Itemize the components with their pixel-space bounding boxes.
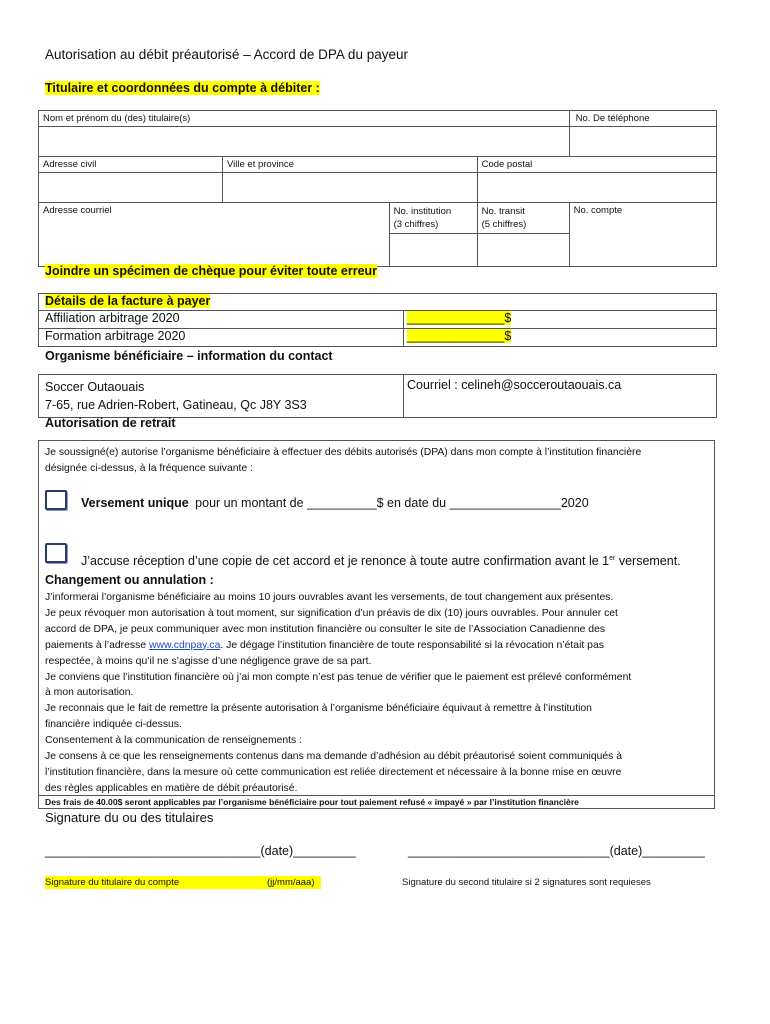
beneficiary-table (38, 374, 717, 418)
institution-label: No. institution (3 chiffres) (389, 203, 477, 234)
invoice-header: Détails de la facture à payer (39, 294, 717, 311)
email-label: Adresse courriel (39, 203, 390, 234)
change-heading: Changement ou annulation : (45, 573, 214, 587)
email-field[interactable] (39, 234, 390, 267)
invoice-item-amount[interactable]: ______________$ (404, 311, 717, 329)
fees-note: Des frais de 40.00$ seront applicables par l’organisme bénéficiaire pour tout paiement refusé « impayé » par l’institution financière (45, 797, 579, 807)
account-field[interactable] (569, 234, 716, 267)
beneficiary-address: 7-65, rue Adrien-Robert, Gatineau, Qc J8Y 3S3 (45, 398, 307, 412)
phone-field[interactable] (569, 127, 716, 157)
transit-label: No. transit (5 chiffres) (477, 203, 569, 234)
beneficiary-heading: Organisme bénéficiaire – information du contact (45, 349, 333, 363)
address-field[interactable] (39, 173, 223, 203)
date-blank[interactable]: ________________ (449, 496, 561, 510)
invoice-item-label: Affiliation arbitrage 2020 (39, 311, 404, 329)
postal-field[interactable] (477, 173, 716, 203)
receipt-line: J’accuse réception d’une copie de cet accord et je renonce à toute autre confirmation avant le 1er versement. (81, 554, 681, 568)
city-field[interactable] (223, 173, 478, 203)
invoice-table (38, 293, 717, 347)
terms-text: J’informerai l’organisme bénéficiaire au moins 10 jours ouvrables avant les versements, de tout changement aux présentes. Je peux révoquer mon autorisation à tout moment, sur signification d’un préavis de dix (10) jours ouvrables. Pour annuler cet accord de DPA, je peux communiquer avec mon institution financière ou consulter le site de l’Association Canadienne des paiements à l’adresse www.cdnpay.ca. Je dégage l’institution financière de toute responsabilité si la révocation n’était pas respectée, à moins qu’il ne s’agisse d’une négligence grave de sa part. Je conviens que l’institution financière où j’ai mon compte n’est pas tenue de vérifier que le paiement est prélevé conformément à mon autorisation. Je reconnais que le fait de remettre la présente autorisation à l’organisme bénéficiaire équivaut à remettre à l’institution financière indiquée ci-dessus. Consentement à la communication de renseignements : Je consens à ce que les renseignements contenus dans ma demande d’adhésion au débit préautorisé soient communiqués à l’institution financière, dans la mesure où cette communication est reliée directement et nécessaire à la bonne mise en œuvre des règles applicables en matière de débit préautorisé. (45, 592, 632, 794)
beneficiary-name: Soccer Outaouais (45, 380, 145, 394)
receipt-checkbox[interactable] (45, 543, 67, 563)
section-account-heading: Titulaire et coordonnées du compte à débiter : (45, 81, 320, 95)
invoice-item-amount[interactable]: ______________$ (404, 329, 717, 347)
signature-heading: Signature du ou des titulaires (45, 810, 214, 825)
beneficiary-email: celineh@socceroutaouais.ca (461, 378, 622, 392)
beneficiary-contact: Courriel : celineh@socceroutaouais.ca (404, 375, 717, 418)
account-table (38, 110, 717, 267)
holder-signature-label: Signature du titulaire du compte (45, 877, 180, 888)
address-label: Adresse civil (39, 157, 223, 173)
signature-line-second[interactable]: _____________________________(date)_________ (408, 844, 705, 858)
account-label: No. compte (569, 203, 716, 234)
page-title: Autorisation au débit préautorisé – Accord de DPA du payeur (45, 47, 408, 62)
single-payment-line: Versement unique pour un montant de __________$ en date du ________________2020 (81, 496, 589, 510)
withdrawal-heading: Autorisation de retrait (45, 416, 176, 430)
second-signature-label: Signature du second titulaire si 2 signatures sont requieses (402, 877, 651, 888)
cdnpay-link[interactable]: www.cdnpay.ca (148, 639, 221, 651)
authorization-intro: Je soussigné(e) autorise l’organisme bénéficiaire à effectuer des débits autorisés (DPA) dans mon compte à l’institution financière désignée ci-dessus, à la fréquence suivante : (45, 447, 642, 474)
authorization-box (38, 440, 715, 809)
name-field[interactable] (39, 127, 570, 157)
signature-line-holder[interactable]: _______________________________(date)_________ (45, 844, 356, 858)
cheque-note: Joindre un spécimen de chèque pour éviter toute erreur (45, 264, 378, 278)
institution-field[interactable] (389, 234, 477, 267)
name-label: Nom et prénom du (des) titulaire(s) (39, 111, 570, 127)
city-label: Ville et province (223, 157, 478, 173)
transit-field[interactable] (477, 234, 569, 267)
single-payment-checkbox[interactable] (45, 490, 67, 510)
postal-label: Code postal (477, 157, 716, 173)
date-format-label: (jj/mm/aaa) (267, 877, 315, 888)
phone-label: No. De téléphone (569, 111, 716, 127)
beneficiary-info (39, 375, 404, 418)
amount-blank[interactable]: __________ (307, 496, 377, 510)
fees-row (39, 795, 714, 809)
invoice-item-label: Formation arbitrage 2020 (39, 329, 404, 347)
